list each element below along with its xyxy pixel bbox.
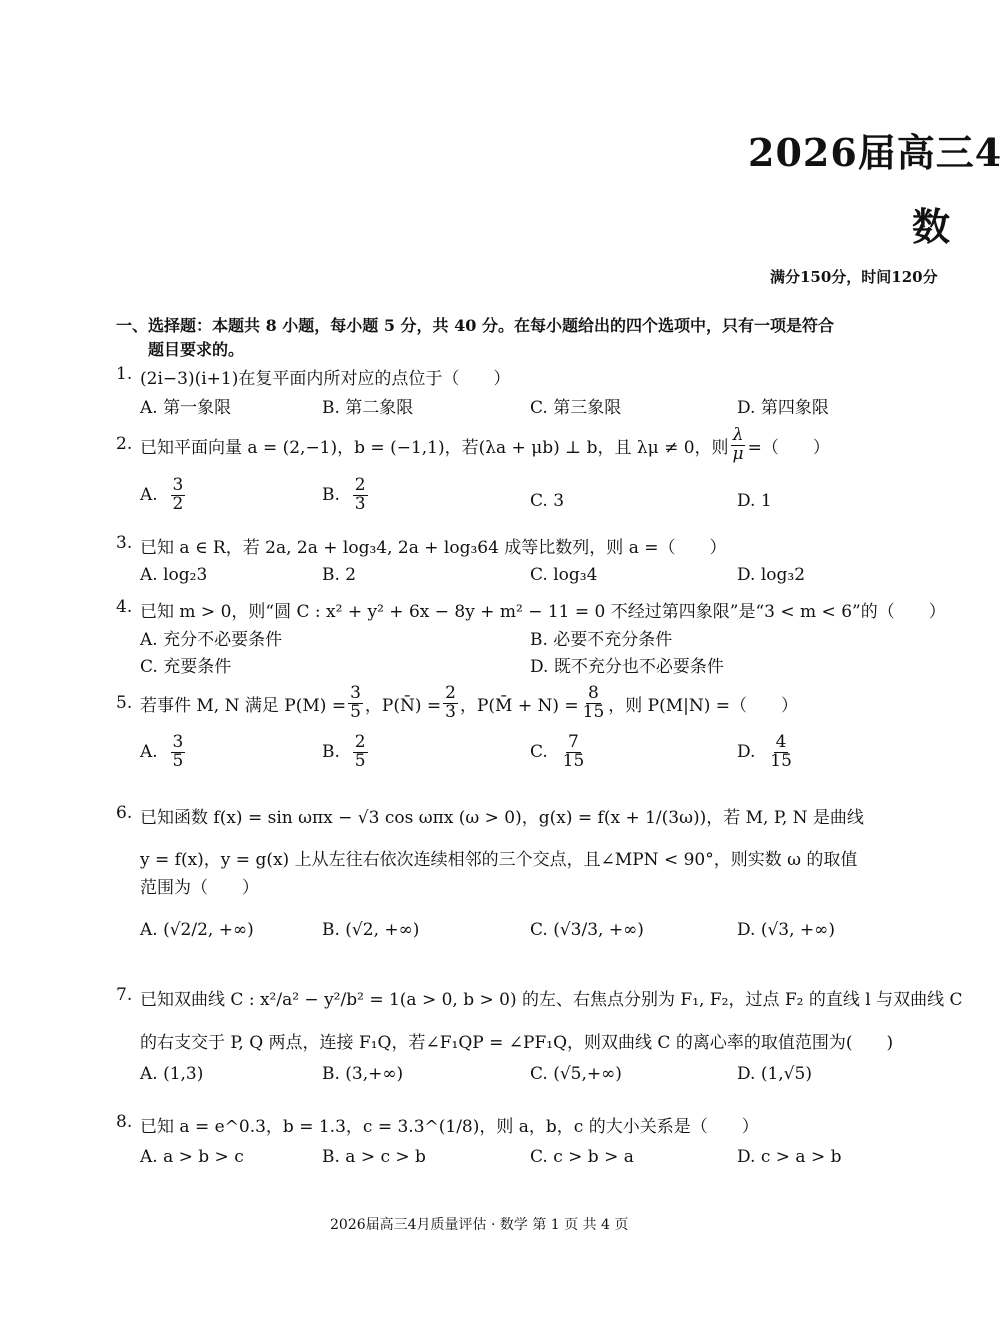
q3-option-a: A. log₂3 — [140, 565, 208, 585]
q3-option-d: D. log₃2 — [737, 565, 806, 585]
q2-option-b: B. $\frac{2}{3}$ — [322, 475, 366, 514]
q5-option-b: B. $\frac{2}{5}$ — [322, 732, 366, 771]
q6-option-a: A. (√2/2, +∞) — [140, 920, 254, 940]
question-8-number: 8. — [116, 1112, 133, 1132]
question-3-number: 3. — [116, 533, 133, 553]
q8-option-c: C. c > b > a — [530, 1147, 634, 1167]
question-6-line-1: 已知函数 f(x) = sin ωπx − √3 cos ωπx (ω > 0)，g(x) = f(x + 1/(3ω))，若 M, P, N 是曲线 — [140, 808, 864, 828]
q5-option-a: A. $\frac{3}{5}$ — [140, 732, 184, 771]
q2-option-d: D. 1 — [737, 491, 772, 511]
q1-option-b: B. 第二象限 — [322, 398, 414, 418]
q7-option-c: C. (√5,+∞) — [530, 1064, 622, 1084]
question-1-stem: (2i−3)(i+1)在复平面内所对应的点位于（ ） — [140, 369, 511, 389]
q5-option-c: C. $\frac{7}{15}$ — [530, 732, 585, 771]
q6-option-c: C. (√3/3, +∞) — [530, 920, 644, 940]
question-7-line-1: 已知双曲线 C : x²/a² − y²/b² = 1(a > 0, b > 0) 的左、右焦点分别为 F₁, F₂，过点 F₂ 的直线 l 与双曲线 C — [140, 990, 963, 1010]
exam-title: 2026届高三4 — [748, 130, 1002, 175]
q1-option-d: D. 第四象限 — [737, 398, 829, 418]
q4-option-b: B. 必要不充分条件 — [530, 630, 673, 650]
q2-fraction: $\frac{\lambda}{\mu}$ — [732, 424, 744, 464]
q2-option-a: A. $\frac{3}{2}$ — [140, 475, 184, 514]
q4-option-a: A. 充分不必要条件 — [140, 630, 283, 650]
section-heading-cont: 题目要求的。 — [148, 340, 245, 359]
q7-option-b: B. (3,+∞) — [322, 1064, 404, 1084]
q1-option-c: C. 第三象限 — [530, 398, 622, 418]
question-6-line-2: y = f(x)，y = g(x) 上从左往右依次连续相邻的三个交点，且∠MPN < 90°，则实数 ω 的取值 — [140, 850, 858, 870]
q2-stem-end: =（ ） — [747, 437, 830, 458]
question-4-stem: 已知 m > 0，则“圆 C : x² + y² + 6x − 8y + m² − 11 = 0 不经过第四象限”是“3 < m < 6”的（ ） — [140, 602, 946, 622]
q2-stem-text: 已知平面向量 a = (2,−1)，b = (−1,1)，若(λa + μb) ⊥ b，且 λμ ≠ 0，则 — [140, 437, 729, 458]
q3-option-b: B. 2 — [322, 565, 357, 585]
question-7-number: 7. — [116, 985, 133, 1005]
q7-option-a: A. (1,3) — [140, 1064, 204, 1084]
question-5-stem: 若事件 M, N 满足 P(M) = $\frac{3}{5}$ ，P(N̄) = $\frac{2}{3}$ ，P(M̄ + N) = $\frac{8}{15}$ ，则 P(M|N) =（ ） — [140, 682, 799, 722]
q8-option-d: D. c > a > b — [737, 1147, 842, 1167]
question-4-number: 4. — [116, 597, 133, 617]
question-2-stem — [140, 422, 830, 468]
q6-option-b: B. (√2, +∞) — [322, 920, 420, 940]
question-8-stem: 已知 a = e^0.3，b = 1.3，c = 3.3^(1/8)，则 a，b，c 的大小关系是（ ） — [140, 1117, 759, 1137]
question-3-stem: 已知 a ∈ R，若 2a, 2a + log₃4, 2a + log₃64 成等比数列，则 a =（ ） — [140, 538, 727, 558]
subject-title: 数 — [912, 204, 951, 249]
q5-option-d: D. $\frac{4}{15}$ — [737, 732, 792, 771]
q7-option-d: D. (1,√5) — [737, 1064, 812, 1084]
q2-option-c: C. 3 — [530, 491, 565, 511]
question-7-line-2: 的右支交于 P, Q 两点，连接 F₁Q，若∠F₁QP = ∠PF₁Q，则双曲线 C 的离心率的取值范围为( ) — [140, 1033, 894, 1053]
question-6-number: 6. — [116, 803, 133, 823]
q4-option-d: D. 既不充分也不必要条件 — [530, 657, 724, 677]
q6-option-d: D. (√3, +∞) — [737, 920, 835, 940]
q1-option-a: A. 第一象限 — [140, 398, 232, 418]
q3-option-c: C. log₃4 — [530, 565, 598, 585]
question-2-number: 2. — [116, 434, 133, 454]
page-footer: 2026届高三4月质量评估 · 数学 第 1 页 共 4 页 — [330, 1217, 629, 1233]
q8-option-b: B. a > c > b — [322, 1147, 426, 1167]
question-1-number: 1. — [116, 364, 133, 384]
question-5-number: 5. — [116, 693, 133, 713]
exam-info: 满分150分，时间120分 — [770, 268, 938, 286]
q4-option-c: C. 充要条件 — [140, 657, 232, 677]
question-6-line-3: 范围为（ ） — [140, 878, 259, 898]
section-heading: 一、选择题：本题共 8 小题，每小题 5 分，共 40 分。在每小题给出的四个选项中，只有一项是符合 — [116, 316, 834, 335]
q8-option-a: A. a > b > c — [140, 1147, 244, 1167]
